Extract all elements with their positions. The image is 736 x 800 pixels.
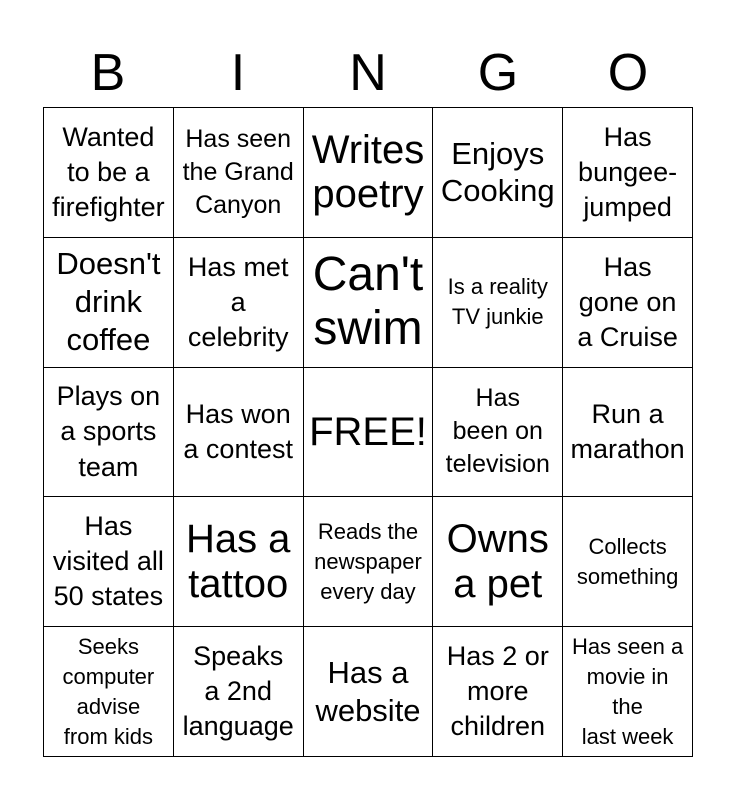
cell-text: Enjoys Cooking [440,135,555,209]
bingo-cell-r2c5[interactable] [563,238,693,368]
bingo-cell-r5c3[interactable] [304,627,434,757]
bingo-cell-r2c4[interactable] [433,238,563,368]
bingo-cell-r2c1[interactable] [44,238,174,368]
cell-text: Collects something [576,533,679,589]
cell-text: FREE! [309,409,427,454]
cell-text: Has met a celebrity [187,251,289,352]
bingo-cell-r1c5[interactable] [563,108,693,238]
cell-text: Has 2 or more children [446,640,549,742]
bingo-cell-r4c5[interactable] [563,497,693,627]
cell-text: Has a website [315,654,421,728]
cell-text: Has gone on a Cruise [577,251,678,352]
bingo-cell-r4c1[interactable] [44,497,174,627]
cell-text: Writes poetry [311,127,425,217]
cell-text: Seeks computer advise from kids [62,633,155,749]
cell-text: Has a tattoo [185,516,291,606]
cell-text: Can't swim [312,248,424,356]
header-letter-n: N [349,44,387,102]
cell-text: Has been on television [445,384,550,479]
cell-text: Doesn't drink coffee [56,246,161,358]
bingo-cell-r1c4[interactable] [433,108,563,238]
bingo-cell-free[interactable] [304,368,434,498]
bingo-cell-r5c5[interactable] [563,627,693,757]
bingo-cell-r1c2[interactable] [174,108,304,238]
cell-text: Has seen a movie in the last week [571,633,684,749]
cell-text: Wanted to be a firefighter [52,121,165,222]
cell-text: Speaks a 2nd language [182,640,294,742]
cell-text: Has bungee- jumped [578,121,678,222]
bingo-cell-r3c4[interactable] [433,368,563,498]
header-letter-i: I [230,44,246,102]
header-letter-o: O [607,44,649,102]
cell-text: Is a reality TV junkie [447,274,548,330]
bingo-cell-r2c2[interactable] [174,238,304,368]
bingo-cell-r5c2[interactable] [174,627,304,757]
bingo-cell-r1c1[interactable] [44,108,174,238]
cell-text: Run a marathon [570,398,685,464]
bingo-board [43,107,693,757]
bingo-cell-r4c4[interactable] [433,497,563,627]
cell-text: Has won a contest [183,398,293,464]
cell-text: Reads the newspaper every day [314,518,422,604]
bingo-cell-r5c4[interactable] [433,627,563,757]
bingo-header [43,42,693,104]
bingo-cell-r3c1[interactable] [44,368,174,498]
bingo-cell-r4c3[interactable] [304,497,434,627]
header-letter-g: G [477,44,519,102]
header-letter-b: B [90,44,126,102]
bingo-cell-r1c3[interactable] [304,108,434,238]
bingo-cell-r3c5[interactable] [563,368,693,498]
cell-text: Plays on a sports team [56,381,161,482]
cell-text: Owns a pet [446,516,549,606]
bingo-cell-r3c2[interactable] [174,368,304,498]
bingo-cell-r2c3[interactable] [304,238,434,368]
bingo-cell-r5c1[interactable] [44,627,174,757]
cell-text: Has seen the Grand Canyon [182,124,294,219]
cell-text: Has visited all 50 states [52,511,164,612]
bingo-cell-r4c2[interactable] [174,497,304,627]
